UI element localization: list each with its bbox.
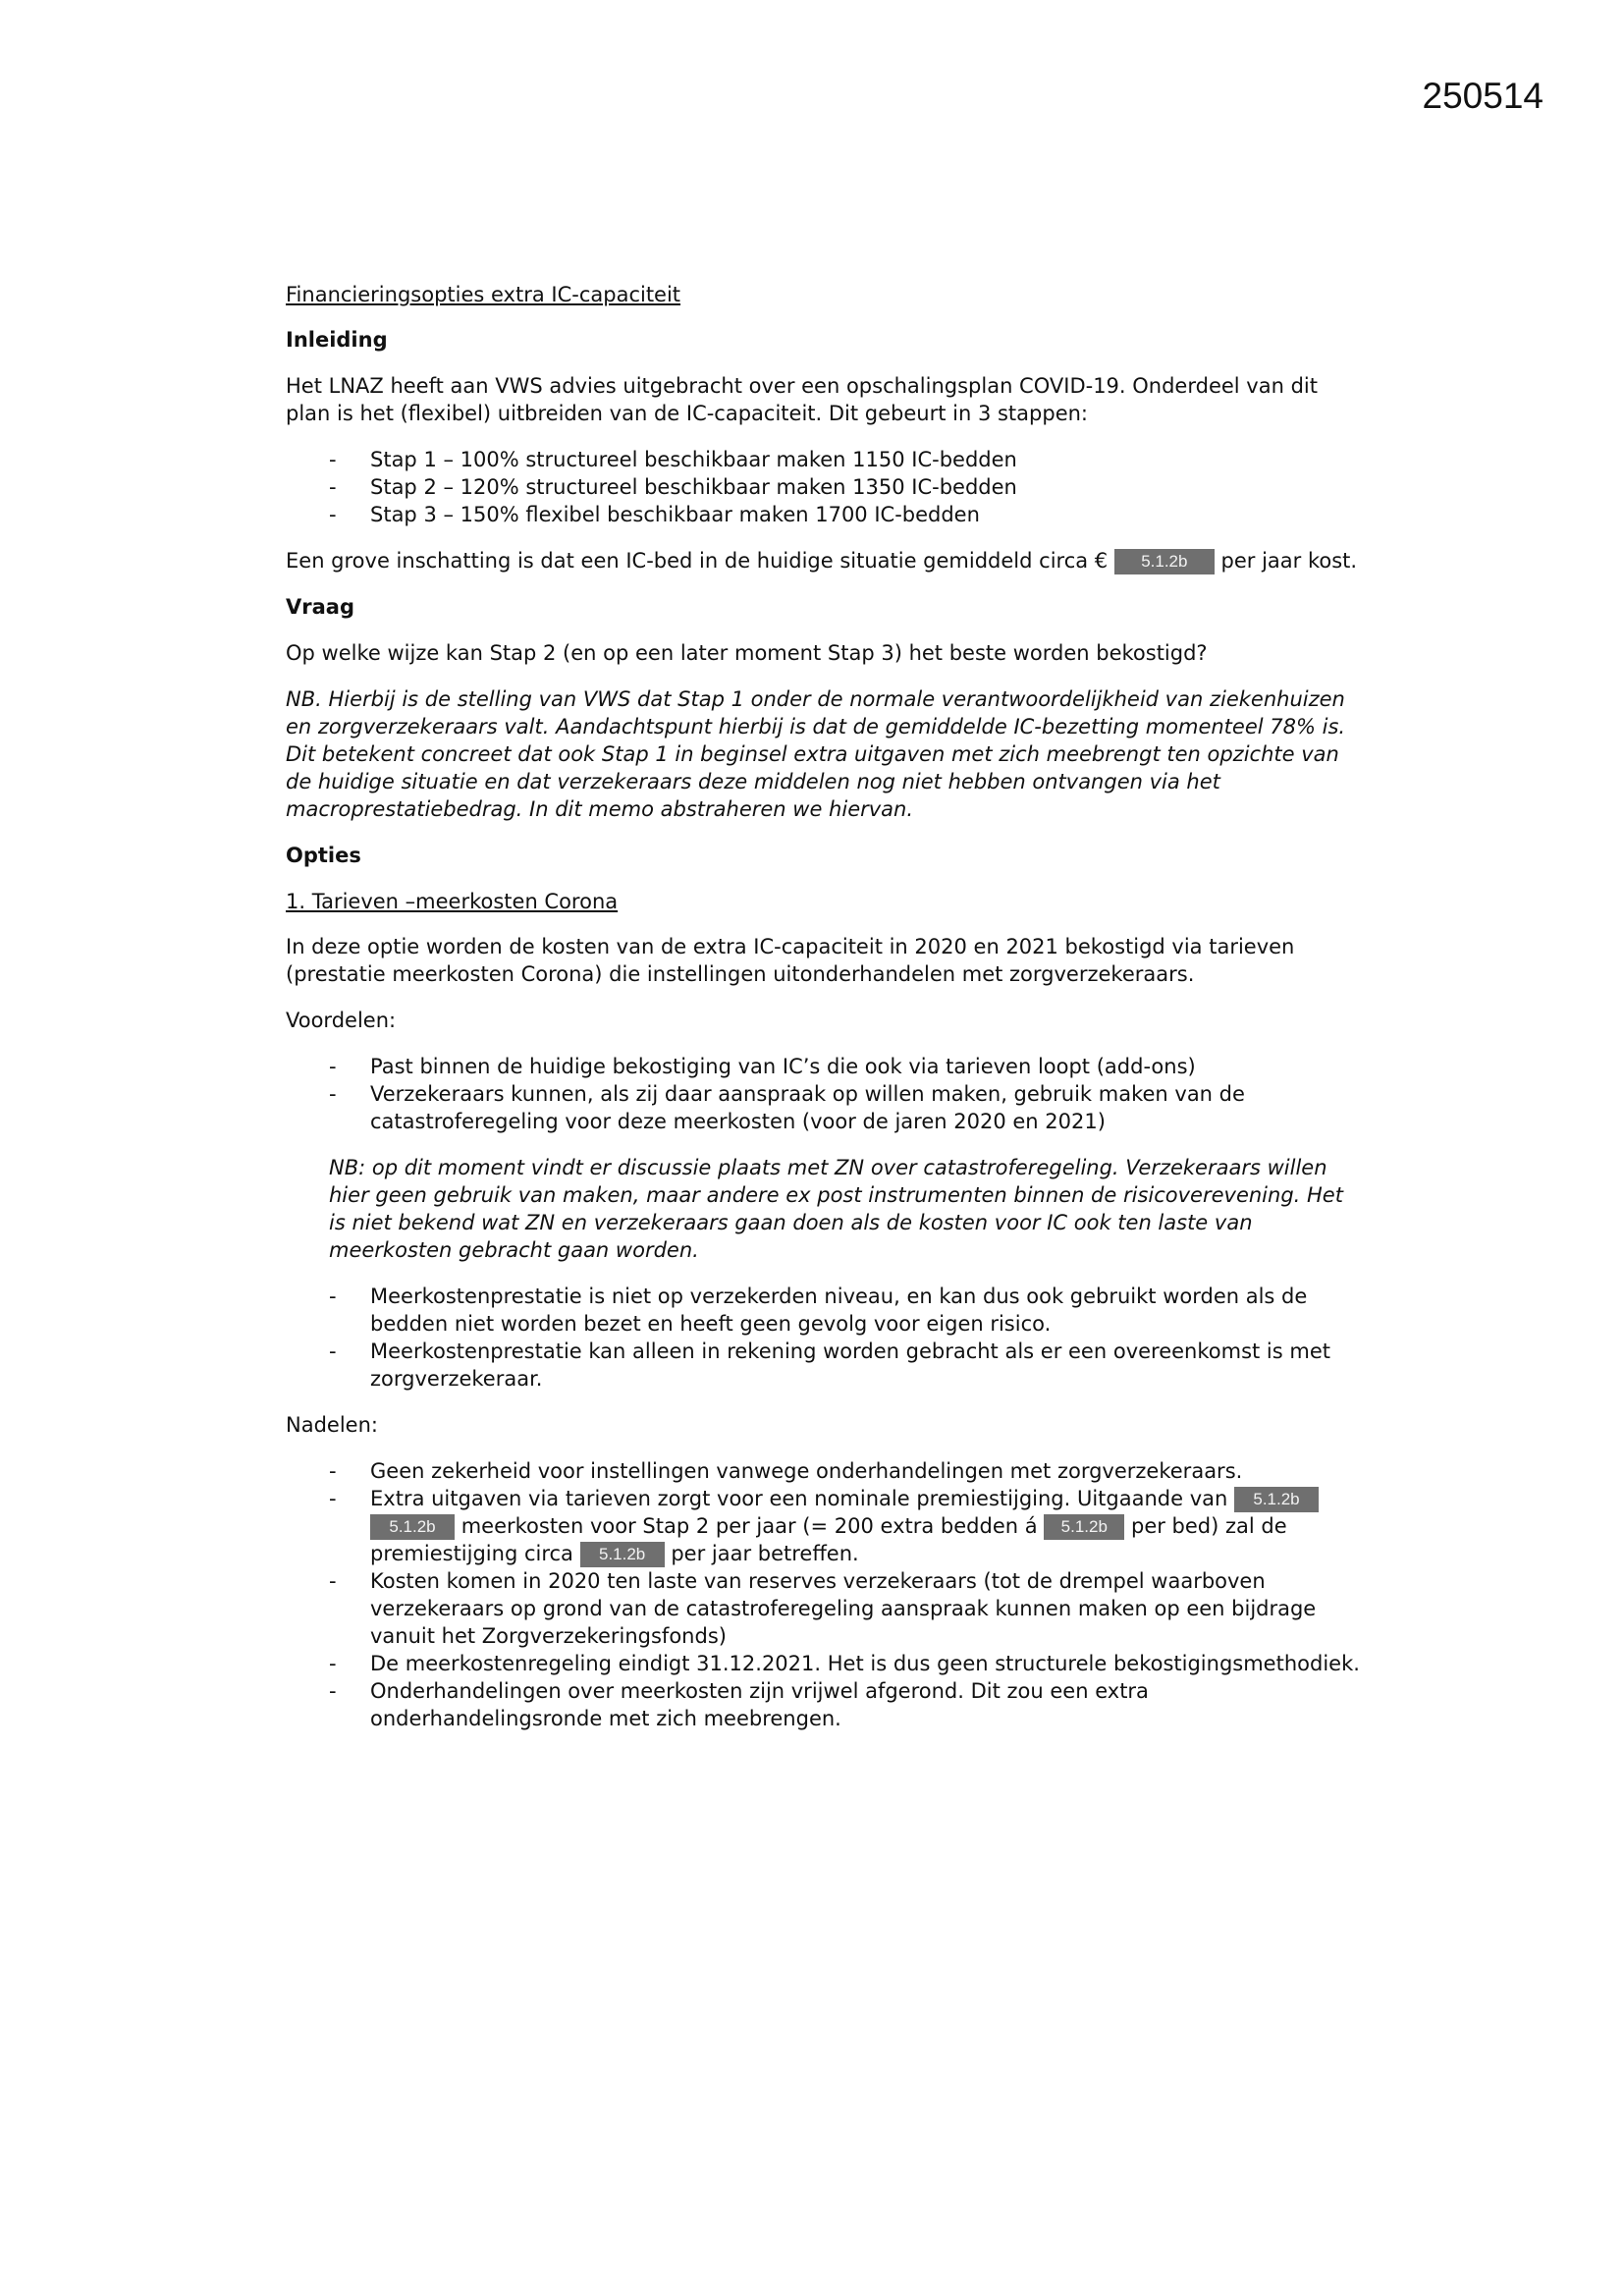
list-item: - Kosten komen in 2020 ten laste van reserves verzekeraars (tot de drempel waarboven verzekeraars op grond van de catastroferegeling aanspraak kunnen maken op een bijdrage vanuit het Zorgverzekeringsfonds) <box>286 1567 1366 1650</box>
heading-opties: Opties <box>286 844 361 867</box>
redaction-box: 5.1.2b <box>1114 549 1215 574</box>
list-item: - Stap 2 – 120% structureel beschikbaar maken 1350 IC-bedden <box>286 473 1366 501</box>
estimate-paragraph <box>286 547 1366 574</box>
intro-paragraph: Het LNAZ heeft aan VWS advies uitgebracht over een opschalingsplan COVID-19. Onderdeel van dit plan is het (flexibel) uitbreiden van de IC-capaciteit. Dit gebeurt in 3 stappen: <box>286 374 1318 425</box>
list-item: - Past binnen de huidige bekostiging van IC’s die ook via tarieven loopt (add-ons) <box>286 1053 1366 1080</box>
document-number: 250514 <box>1422 76 1543 116</box>
estimate-text-after: per jaar kost. <box>1220 549 1358 573</box>
nadeel-2-text-d: per jaar betreffen. <box>671 1542 859 1565</box>
redaction-box: 5.1.2b <box>1044 1514 1124 1540</box>
steps-list <box>286 446 1366 528</box>
nadeel-2-text-b: meerkosten voor Stap 2 per jaar (= 200 extra bedden á <box>460 1514 1038 1538</box>
list-item: - Stap 1 – 100% structureel beschikbaar maken 1150 IC-bedden <box>286 446 1366 473</box>
redaction-box: 5.1.2b <box>1234 1487 1319 1512</box>
nadeel-2-text-c: per bed) zal de premiestijging circa <box>370 1514 1287 1565</box>
nadelen-list <box>286 1457 1366 1732</box>
vraag-note: NB. Hierbij is de stelling van VWS dat Stap 1 onder de normale verantwoordelijkheid van ziekenhuizen en zorgverzekeraars valt. Aandachtspunt hierbij is dat de gemiddelde IC-bezetting momenteel 78% is. Dit betekent concreet dat ook Stap 1 in beginsel extra uitgaven met zich meebrengt ten opzichte van de huidige situatie en dat verzekeraars deze middelen nog niet hebben ontvangen via het macroprestatiebedrag. In dit memo abstraheren we hiervan. <box>286 687 1346 821</box>
option-1-intro: In deze optie worden de kosten van de extra IC-capaciteit in 2020 en 2021 bekostigd via tarieven (prestatie meerkosten Corona) die instellingen uitonderhandelen met zorgverzekeraars. <box>286 935 1295 986</box>
question-paragraph: Op welke wijze kan Stap 2 (en op een later moment Stap 3) het beste worden bekostigd? <box>286 641 1208 665</box>
list-item: - Onderhandelingen over meerkosten zijn vrijwel afgerond. Dit zou een extra onderhandelingsronde met zich meebrengen. <box>286 1677 1366 1732</box>
heading-vraag: Vraag <box>286 595 354 619</box>
memo-title: Financieringsopties extra IC-capaciteit <box>286 283 681 306</box>
list-item: - De meerkostenregeling eindigt 31.12.2021. Het is dus geen structurele bekostigingsmethodiek. <box>286 1650 1366 1677</box>
memo-page <box>286 281 1366 1751</box>
list-item: - Meerkostenprestatie kan alleen in rekening worden gebracht als er een overeenkomst is met zorgverzekeraar. <box>286 1338 1366 1393</box>
list-item: - Stap 3 – 150% flexibel beschikbaar maken 1700 IC-bedden <box>286 501 1366 528</box>
list-item: - Verzekeraars kunnen, als zij daar aanspraak op willen maken, gebruik maken van de catastroferegeling voor deze meerkosten (voor de jaren 2020 en 2021) <box>286 1080 1366 1135</box>
list-item: - Meerkostenprestatie is niet op verzekerden niveau, en kan dus ook gebruikt worden als de bedden niet worden bezet en heeft geen gevolg voor eigen risico. <box>286 1283 1366 1338</box>
voordelen-label: Voordelen: <box>286 1009 397 1032</box>
nadelen-label: Nadelen: <box>286 1413 378 1437</box>
list-item: - Geen zekerheid voor instellingen vanwege onderhandelingen met zorgverzekeraars. <box>286 1457 1366 1485</box>
redaction-box: 5.1.2b <box>580 1542 665 1567</box>
heading-inleiding: Inleiding <box>286 328 388 352</box>
voordelen-note: NB: op dit moment vindt er discussie plaats met ZN over catastroferegeling. Verzekeraars willen hier geen gebruik van maken, maar andere ex post instrumenten binnen de risicoverevening. Het is niet bekend wat ZN en verzekeraars gaan doen als de kosten voor IC ook ten laste van meerkosten gebracht gaan worden. <box>329 1156 1343 1262</box>
voordelen-more-list <box>286 1283 1366 1393</box>
voordelen-list <box>286 1053 1366 1135</box>
redaction-box: 5.1.2b <box>370 1514 455 1540</box>
list-item <box>286 1485 1366 1567</box>
nadeel-2-text-a: Extra uitgaven via tarieven zorgt voor een nominale premiestijging. Uitgaande van <box>370 1487 1228 1510</box>
option-1-title: 1. Tarieven –meerkosten Corona <box>286 890 619 913</box>
estimate-text-before: Een grove inschatting is dat een IC-bed in de huidige situatie gemiddeld circa € <box>286 549 1109 573</box>
